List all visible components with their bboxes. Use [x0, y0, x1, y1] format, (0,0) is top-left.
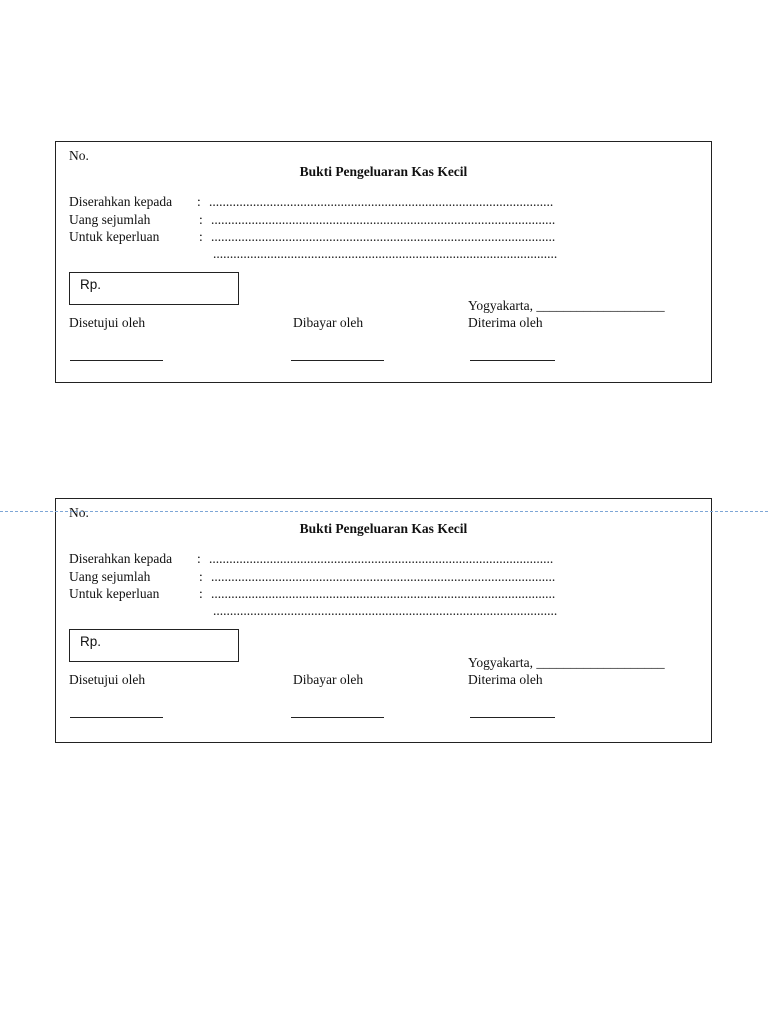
- field-colon: :: [199, 569, 203, 584]
- amount-label: Rp.: [80, 634, 102, 649]
- receipt-title: Bukti Pengeluaran Kas Kecil: [299, 164, 468, 179]
- signature-label-approved: Disetujui oleh: [69, 672, 146, 687]
- city-date-line: Yogyakarta, ___________________: [468, 655, 665, 670]
- amount-label: Rp.: [80, 277, 102, 292]
- field-label-amount: Uang sejumlah: [69, 569, 151, 584]
- signature-line-received: [470, 717, 555, 718]
- field-dots-continuation: ......................................................................................................: [213, 603, 558, 618]
- field-dots-continuation: ......................................................................................................: [213, 246, 558, 261]
- signature-line-approved: [70, 717, 163, 718]
- receipt-number-label: No.: [69, 148, 89, 163]
- receipt-title: Bukti Pengeluaran Kas Kecil: [299, 521, 468, 536]
- field-label-purpose: Untuk keperluan: [69, 586, 160, 601]
- field-label-recipient: Diserahkan kepada: [69, 194, 173, 209]
- signature-line-approved: [70, 360, 163, 361]
- field-dots-recipient: ......................................................................................................: [209, 551, 554, 566]
- field-dots-purpose: ......................................................................................................: [211, 229, 556, 244]
- field-colon: :: [197, 194, 201, 209]
- amount-box: [69, 629, 239, 662]
- field-colon: :: [199, 212, 203, 227]
- signature-label-paid: Dibayar oleh: [293, 672, 364, 687]
- field-label-recipient: Diserahkan kepada: [69, 551, 173, 566]
- field-label-purpose: Untuk keperluan: [69, 229, 160, 244]
- field-colon: :: [197, 551, 201, 566]
- field-dots-recipient: ......................................................................................................: [209, 194, 554, 209]
- signature-line-received: [470, 360, 555, 361]
- field-dots-purpose: ......................................................................................................: [211, 586, 556, 601]
- field-dots-amount: ......................................................................................................: [211, 212, 556, 227]
- city-date-line: Yogyakarta, ___________________: [468, 298, 665, 313]
- field-colon: :: [199, 229, 203, 244]
- signature-label-approved: Disetujui oleh: [69, 315, 146, 330]
- signature-label-paid: Dibayar oleh: [293, 315, 364, 330]
- signature-label-received: Diterima oleh: [468, 672, 543, 687]
- signature-line-paid: [291, 360, 384, 361]
- amount-box: [69, 272, 239, 305]
- receipt-number-label: No.: [69, 505, 89, 520]
- field-label-amount: Uang sejumlah: [69, 212, 151, 227]
- cut-guide-line: [0, 511, 768, 512]
- signature-line-paid: [291, 717, 384, 718]
- field-colon: :: [199, 586, 203, 601]
- field-dots-amount: ......................................................................................................: [211, 569, 556, 584]
- receipt-form-2: [55, 498, 712, 743]
- signature-label-received: Diterima oleh: [468, 315, 543, 330]
- receipt-form-1: [55, 141, 712, 383]
